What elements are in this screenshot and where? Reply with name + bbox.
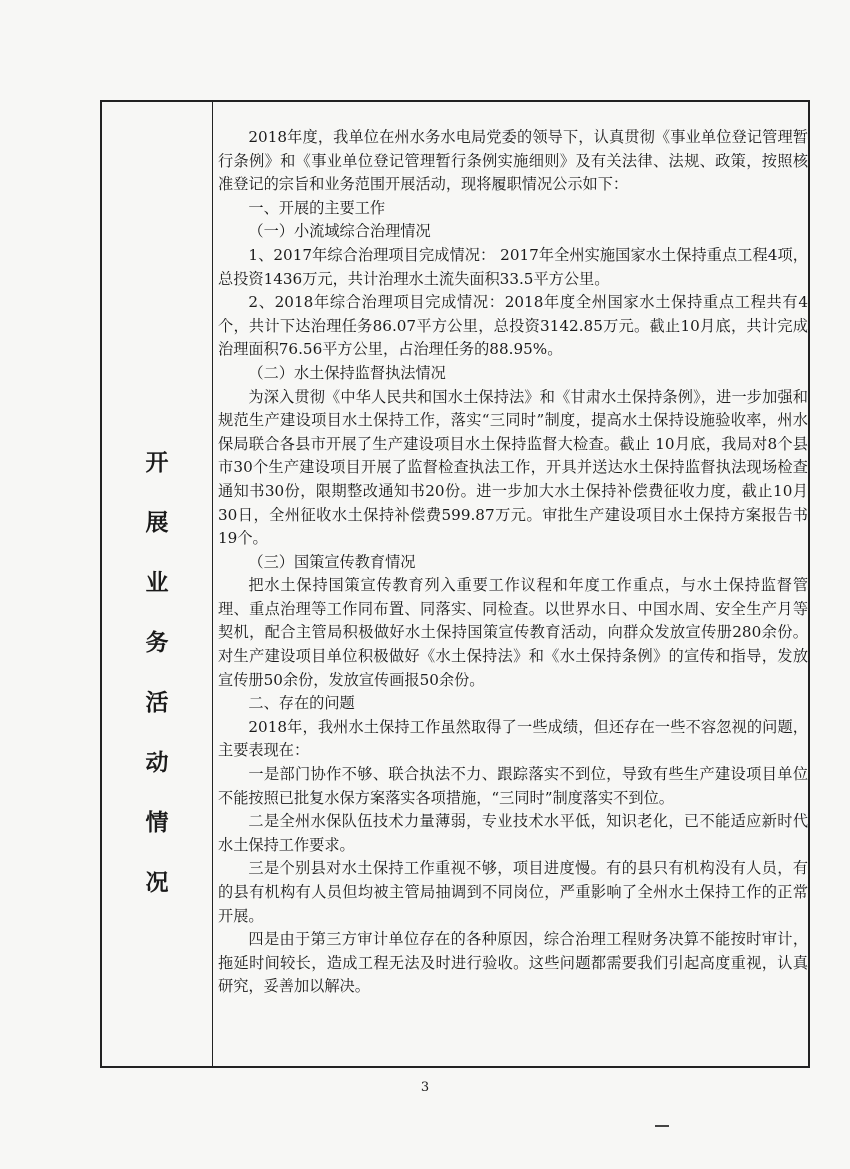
page-number: 3 — [420, 1080, 430, 1095]
paragraph: 2018年，我州水土保持工作虽然取得了一些成绩，但还存在一些不容忽视的问题，主要表现在： — [218, 717, 808, 760]
report-content — [218, 126, 808, 999]
paragraph: 1、2017年综合治理项目完成情况： 2017年全州实施国家水土保持重点工程4项，总投资1436万元，共计治理水土流失面积33.5平方公里。 — [218, 245, 808, 288]
scan-mark — [655, 1125, 669, 1127]
paragraph: 四是由于第三方审计单位存在的各种原因，综合治理工程财务决算不能按时审计，拖延时间较长，造成工程无法及时进行验收。这些问题都需要我们引起高度重视，认真研究，妥善加以解决。 — [218, 930, 808, 996]
paragraph: 2、2018年综合治理项目完成情况：2018年度全州国家水土保持重点工程共有4个，共计下达治理任务86.07平方公里，总投资3142.85万元。截止10月底，共计完成治理面积76.56平方公里，占治理任务的88.95%。 — [218, 293, 808, 359]
side-label-char: 情 — [145, 810, 169, 836]
side-label-char: 况 — [145, 870, 169, 896]
subsection-heading: （一）小流域综合治理情况 — [248, 222, 431, 241]
side-label-char: 开 — [145, 450, 169, 476]
side-label-char: 展 — [145, 510, 169, 536]
paragraph: 2018年度，我单位在州水务水电局党委的领导下，认真贯彻《事业单位登记管理暂行条例》和《事业单位登记管理暂行条例实施细则》及有关法律、法规、政策，按照核准登记的宗旨和业务范围开展活动，现将履职情况公示如下： — [218, 128, 808, 194]
section-heading: 二、存在的问题 — [248, 694, 355, 713]
column-divider — [212, 102, 213, 1066]
paragraph: 二是全州水保队伍技术力量薄弱，专业技术水平低，知识老化，已不能适应新时代水土保持工作要求。 — [218, 812, 808, 854]
side-label-column — [102, 452, 212, 932]
side-label-char: 务 — [145, 630, 169, 656]
paragraph: 把水土保持国策宣传教育列入重要工作议程和年度工作重点，与水土保持监督管理、重点治理等工作同布置、同落实、同检查。以世界水日、中国水周、安全生产月等契机，配合主管局积极做好水土保持国策宣传教育活动，向群众发放宣传册280余份。对生产建设项目单位积极做好《水土保持法》和《水土保持条例》的宣传和指导，发放宣传册50余份，发放宣传画报50余份。 — [218, 576, 808, 689]
paragraph: 为深入贯彻《中华人民共和国水土保持法》和《甘肃水土保持条例》，进一步加强和规范生产建设项目水土保持工作，落实“三同时”制度，提高水土保持设施验收率，州水保局联合各县市开展了生产建设项目水土保持监督大检查。截止 10月底，我局对8个县市30个生产建设项目开展了监督检查执法工作，开具并送达水土保持监督执法现场检查通知书30份，限期整改通知书20份。进一步加大水土保持补偿费征收力度，截止10月30日，全州征收水土保持补偿费599.87万元。审批生产建设项目水土保持方案报告书19个。 — [218, 387, 808, 548]
side-label-char: 活 — [145, 690, 169, 716]
paragraph: 三是个别县对水土保持工作重视不够，项目进度慢。有的县只有机构没有人员，有的县有机构有人员但均被主管局抽调到不同岗位，严重影响了全州水土保持工作的正常开展。 — [218, 859, 808, 925]
section-heading: 一、开展的主要工作 — [248, 198, 386, 217]
paragraph: 一是部门协作不够、联合执法不力、跟踪落实不到位，导致有些生产建设项目单位不能按照已批复水保方案落实各项措施，“三同时”制度落实不到位。 — [218, 765, 808, 807]
subsection-heading: （三）国策宣传教育情况 — [248, 552, 416, 571]
side-label-char: 动 — [145, 750, 169, 776]
subsection-heading: （二）水土保持监督执法情况 — [248, 363, 446, 382]
side-label-char: 业 — [145, 570, 169, 596]
activity-table — [100, 100, 810, 1068]
